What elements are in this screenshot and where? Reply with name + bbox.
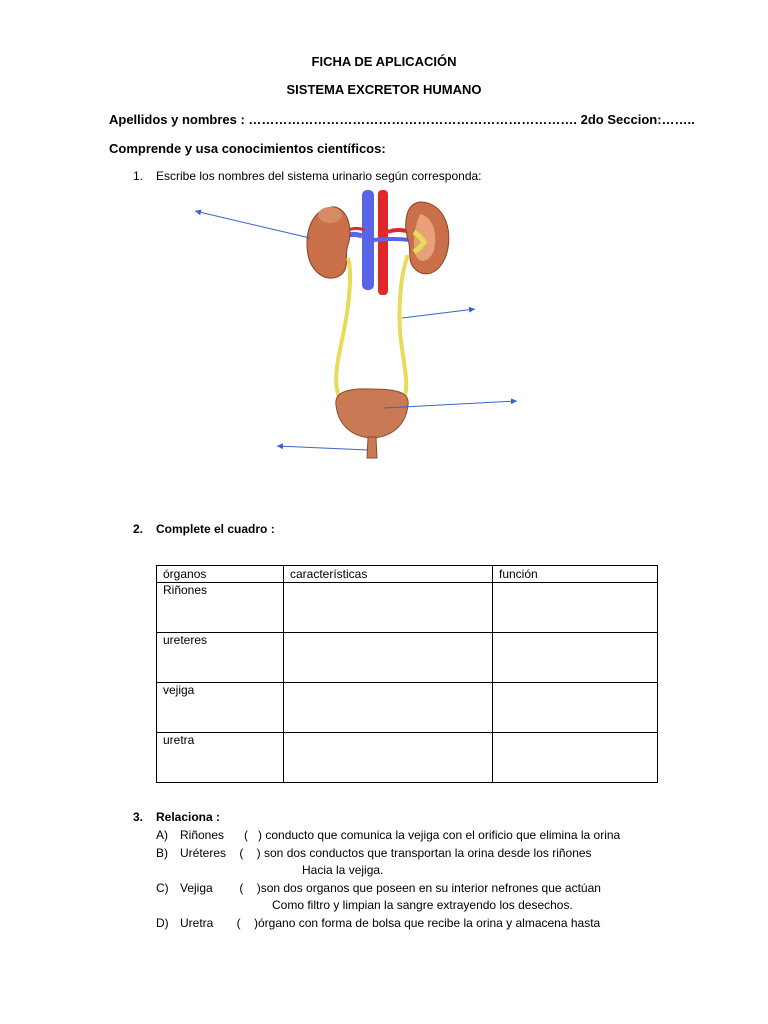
table-header-function: función	[493, 566, 658, 583]
match-item-continuation: Como filtro y limpian la sangre extrayendo los desechos.	[272, 898, 573, 912]
table-cell-answer[interactable]	[284, 683, 493, 733]
table-cell-answer[interactable]	[493, 583, 658, 633]
match-item-letter: D)	[156, 916, 169, 930]
right-renal-vein	[374, 239, 410, 240]
table-row-organ: ureteres	[157, 633, 284, 683]
table-cell-answer[interactable]	[493, 683, 658, 733]
section-heading: Comprende y usa conocimientos científicos:	[109, 141, 386, 156]
table-row-organ: Riñones	[157, 583, 284, 633]
match-item-text: Riñones ( ) conducto que comunica la vejiga con el orificio que elimina la orina	[180, 828, 621, 842]
q2-text: Complete el cuadro :	[156, 522, 275, 536]
urethra	[367, 437, 377, 458]
table-cell-answer[interactable]	[284, 633, 493, 683]
match-item-letter: C)	[156, 881, 169, 895]
table-row	[157, 583, 658, 633]
vena-cava	[362, 190, 374, 290]
match-item-letter: A)	[156, 828, 168, 842]
label-arrow-ureter	[402, 309, 475, 318]
q1-number: 1.	[133, 169, 144, 183]
table-row	[157, 683, 658, 733]
q1-text: Escribe los nombres del sistema urinario según corresponda:	[156, 169, 482, 183]
page-title: FICHA DE APLICACIÓN	[311, 54, 457, 69]
student-name-line: Apellidos y nombres : …………………………………………………………………. 2do Seccion:……..	[109, 112, 695, 127]
table-row	[157, 633, 658, 683]
left-ureter	[336, 258, 350, 400]
urinary-system-illustration	[180, 180, 540, 465]
organs-table	[156, 565, 658, 783]
bladder	[336, 389, 408, 438]
table-cell-answer[interactable]	[284, 733, 493, 783]
table-row-organ: vejiga	[157, 683, 284, 733]
left-adrenal	[318, 207, 342, 223]
match-item-letter: B)	[156, 846, 168, 860]
table-header-row	[157, 566, 658, 583]
match-item-continuation: Hacia la vejiga.	[302, 863, 384, 877]
aorta	[378, 190, 388, 295]
page-subtitle: SISTEMA EXCRETOR HUMANO	[286, 82, 482, 97]
table-header-characteristics: características	[284, 566, 493, 583]
match-item-text: Uretra ( )órgano con forma de bolsa que recibe la orina y almacena hasta	[180, 916, 601, 930]
table-row-organ: uretra	[157, 733, 284, 783]
q2-number: 2.	[133, 522, 144, 536]
match-item-text: Uréteres ( ) son dos conductos que transportan la orina desde los riñones	[180, 846, 592, 860]
table-cell-answer[interactable]	[493, 633, 658, 683]
table-cell-answer[interactable]	[493, 733, 658, 783]
q3-number: 3.	[133, 810, 144, 824]
right-ureter	[399, 255, 408, 400]
table-cell-answer[interactable]	[284, 583, 493, 633]
label-arrow-urethra	[277, 446, 368, 450]
match-item-text: Vejiga ( )son dos organos que poseen en su interior nefrones que actúan	[180, 881, 601, 895]
label-arrow-kidney	[195, 211, 310, 238]
table-header-organs: órganos	[157, 566, 284, 583]
table-row	[157, 733, 658, 783]
q3-text: Relaciona :	[156, 810, 221, 824]
